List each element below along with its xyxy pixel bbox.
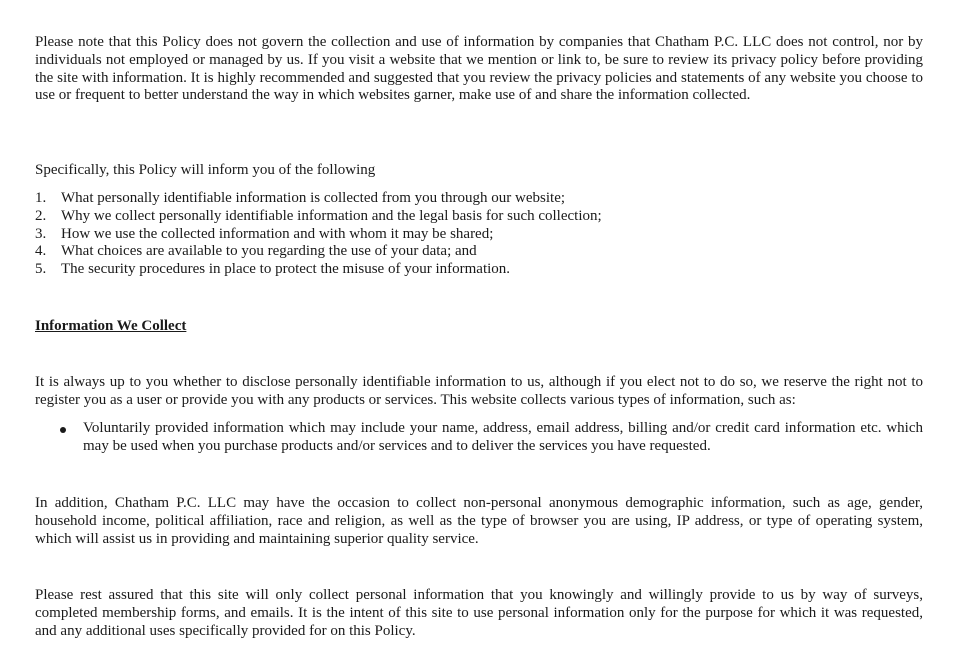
list-item-text: How we use the collected information and with whom it may be shared; bbox=[61, 225, 494, 242]
bullet-dot-icon bbox=[60, 427, 66, 433]
list-item-text: What personally identifiable information is collected from you through our website; bbox=[61, 190, 566, 206]
specifically-line: Specifically, this Policy will inform you of the following bbox=[35, 162, 376, 178]
bullet-item-text: Voluntarily provided information which may include your name, address, email address, billing and/or credit card information etc. which may be used when you purchase products and/or services and to deliver the services you have requested. bbox=[83, 420, 923, 454]
list-item-text: What choices are available to you regarding the use of your data; and bbox=[61, 243, 477, 260]
list-item bbox=[35, 190, 923, 208]
list-item bbox=[35, 208, 923, 226]
list-item bbox=[35, 243, 923, 261]
list-item bbox=[35, 261, 923, 279]
demographic-paragraph: In addition, Chatham P.C. LLC may have the occasion to collect non-personal anonymous demographic information, such as age, gender, household income, political affiliation, race and religion, as well as the type of browser you are using, IP address, or type of operating system, which will assist us in providing and maintaining superior quality service. bbox=[35, 495, 923, 547]
inform-list bbox=[35, 190, 923, 279]
list-number: 3. bbox=[35, 225, 47, 242]
bullet-list bbox=[35, 420, 923, 456]
list-item-text: Why we collect personally identifiable information and the legal basis for such collection; bbox=[61, 207, 602, 224]
list-item bbox=[35, 226, 923, 244]
intro-paragraph: Please note that this Policy does not govern the collection and use of information by companies that Chatham P.C. LLC does not control, nor by individuals not employed or managed by us. If you visit a website that we mention or link to, be sure to review its privacy policy before providing the site with information. It is highly recommended and suggested that you review the privacy policies and statements of any website you choose to use or frequent to better understand the way in which websites garner, make use of and share the information collected. bbox=[35, 34, 923, 104]
assured-paragraph: Please rest assured that this site will only collect personal information that you knowingly and willingly provide to us by way of surveys, completed membership forms, and emails. It is the intent of this site to use personal information only for the purpose for which it was requested, and any additional uses specifically provided for on this Policy. bbox=[35, 587, 923, 639]
list-number: 4. bbox=[35, 243, 47, 260]
list-number: 2. bbox=[35, 207, 47, 224]
list-item-text: The security procedures in place to protect the misuse of your information. bbox=[61, 261, 511, 278]
list-number: 1. bbox=[35, 190, 47, 206]
section-heading: Information We Collect bbox=[35, 318, 187, 334]
list-number: 5. bbox=[35, 261, 47, 278]
disclose-paragraph: It is always up to you whether to disclose personally identifiable information to us, although if you elect not to do so, we reserve the right not to register you as a user or provide you with any products or services. This website collects various types of information, such as: bbox=[35, 374, 923, 408]
bullet-item bbox=[35, 420, 923, 456]
